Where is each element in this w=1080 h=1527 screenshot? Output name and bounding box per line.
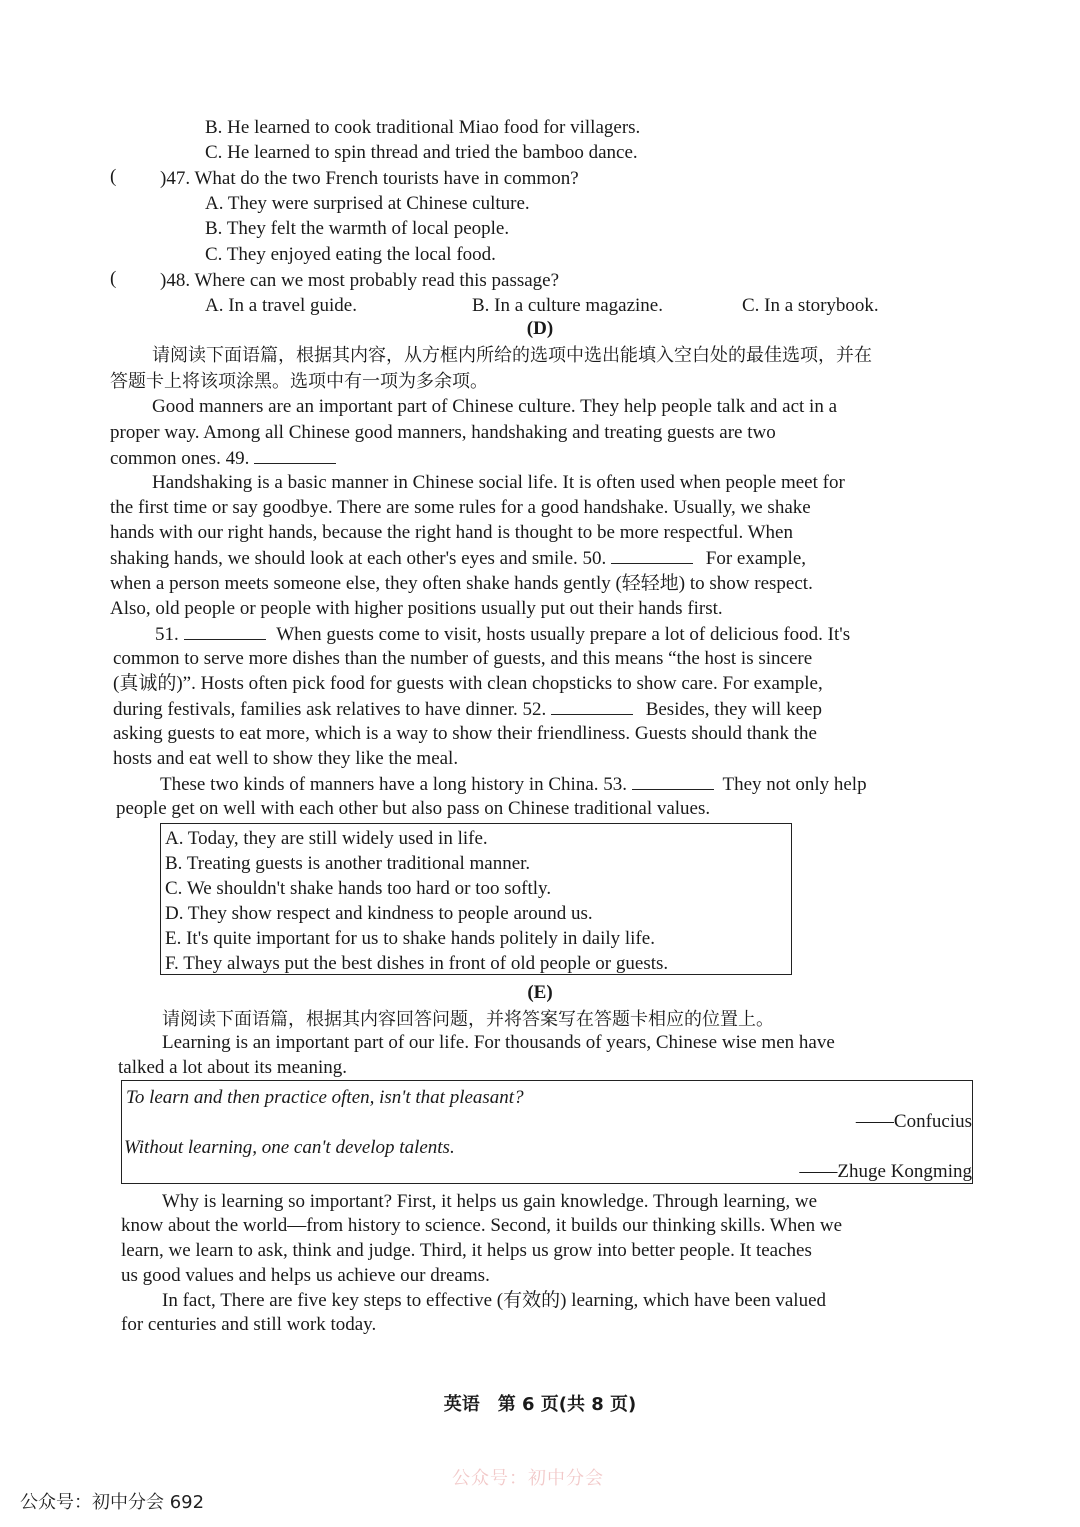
d-para3-line1-text: When guests come to visit, hosts usually prepare a lot of delicious food. It's — [276, 624, 851, 645]
d-para4-line2: people get on well with each other but also pass on Chinese traditional values. — [116, 798, 711, 819]
e-para2-line1: Why is learning so important? First, it helps us gain knowledge. Through learning, we — [162, 1191, 818, 1212]
d-para2-line4 — [110, 545, 977, 571]
blank-50[interactable] — [611, 545, 693, 564]
q47-answer-paren: ( — [110, 166, 117, 187]
section-d-instruction-1: 请阅读下面语篇，根据其内容，从方框内所给的选项中选出能填入空白处的最佳选项，并在 — [152, 345, 872, 366]
q47-option-b: B. They felt the warmth of local people. — [205, 218, 510, 239]
corner-label: 公众号：初中分会 692 — [20, 1492, 205, 1513]
e-para3-line1: In fact, There are five key steps to effective (有效的) learning, which have been valued — [162, 1290, 827, 1311]
section-d-heading: (D) — [526, 318, 554, 339]
e-para1-line1: Learning is an important part of our life. For thousands of years, Chinese wise men have — [162, 1032, 835, 1053]
d-para1-line3-text: common ones. 49. — [110, 448, 250, 469]
d-para2-line5: when a person meets someone else, they often shake hands gently (轻轻地) to show respect. — [110, 573, 813, 594]
section-e-heading: (E) — [527, 982, 553, 1003]
e-para2-line2: know about the world—from history to science. Second, it builds our thinking skills. When we — [121, 1215, 843, 1236]
section-e-instruction: 请阅读下面语篇，根据其内容回答问题，并将答案写在答题卡相应的位置上。 — [162, 1009, 774, 1030]
d-para3-line5: asking guests to eat more, which is a way to show their friendliness. Guests should thank the — [113, 723, 817, 744]
q47-option-c: C. They enjoyed eating the local food. — [205, 244, 496, 265]
e-para1-line2: talked a lot about its meaning. — [118, 1057, 348, 1078]
d-para3-line6: hosts and eat well to show they like the meal. — [113, 748, 459, 769]
d-para4-line1-text: These two kinds of manners have a long history in China. 53. — [160, 774, 628, 795]
q48-stem: )48. Where can we most probably read this passage? — [160, 270, 560, 291]
e-para2-line4: us good values and helps us achieve our dreams. — [121, 1265, 490, 1286]
q47-stem: )47. What do the two French tourists have in common? — [160, 168, 579, 189]
d-para4-line1 — [160, 771, 867, 797]
q48-option-c: C. In a storybook. — [742, 295, 879, 316]
d-para2-line4-text: shaking hands, we should look at each other's eyes and smile. 50. — [110, 548, 607, 569]
d-para3-line2: common to serve more dishes than the number of guests, and this means “the host is sincere — [113, 648, 813, 669]
page-footer: 英语 第 6 页(共 8 页) — [443, 1394, 637, 1415]
q48-option-a: A. In a travel guide. — [205, 295, 357, 316]
d-para3-line1-num: 51. — [155, 624, 179, 645]
blank-52[interactable] — [551, 696, 633, 715]
blank-49[interactable] — [254, 445, 336, 464]
d-para2-line6: Also, old people or people with higher positions usually put out their hands first. — [110, 598, 723, 619]
q48-option-b: B. In a culture magazine. — [472, 295, 663, 316]
e-para3-line2: for centuries and still work today. — [121, 1314, 377, 1335]
option-c: C. We shouldn't shake hands too hard or too softly. — [165, 878, 552, 899]
d-para2-line3: hands with our right hands, because the right hand is thought to be more respectful. When — [110, 522, 793, 543]
q46-option-b: B. He learned to cook traditional Miao food for villagers. — [205, 117, 641, 138]
d-para3-line4-text: during festivals, families ask relatives to have dinner. 52. — [113, 699, 547, 720]
d-para1-line2: proper way. Among all Chinese good manners, handshaking and treating guests are two — [110, 422, 776, 443]
q46-option-c: C. He learned to spin thread and tried the bamboo dance. — [205, 142, 638, 163]
option-f: F. They always put the best dishes in front of old people or guests. — [165, 953, 669, 974]
option-a: A. Today, they are still widely used in life. — [165, 828, 488, 849]
quote-confucius-author: ——Confucius — [855, 1111, 972, 1132]
d-para4-line1-tail: They not only help — [722, 774, 867, 795]
watermark: 公众号：初中分会 — [452, 1468, 604, 1489]
d-para3-line4 — [113, 696, 977, 722]
blank-53[interactable] — [632, 771, 714, 790]
e-para2-line3: learn, we learn to ask, think and judge. Third, it helps us grow into better people. It teaches — [121, 1240, 812, 1261]
quote-zhuge-author: ——Zhuge Kongming — [799, 1161, 972, 1182]
d-para2-line2: the first time or say goodbye. There are some rules for a good handshake. Usually, we shake — [110, 497, 811, 518]
blank-51[interactable] — [184, 621, 266, 640]
options-box — [160, 823, 792, 975]
q48-answer-paren: ( — [110, 268, 117, 289]
q47-option-a: A. They were surprised at Chinese culture. — [205, 193, 530, 214]
quote-confucius: To learn and then practice often, isn't that pleasant? — [126, 1087, 524, 1108]
option-e: E. It's quite important for us to shake hands politely in daily life. — [165, 928, 655, 949]
quote-zhuge: Without learning, one can't develop talents. — [124, 1137, 455, 1158]
d-para2-line1: Handshaking is a basic manner in Chinese social life. It is often used when people meet for — [152, 472, 845, 493]
d-para3-line3: (真诚的)”. Hosts often pick food for guests with clean chopsticks to show care. For example, — [113, 673, 823, 694]
quotes-box — [121, 1080, 973, 1184]
d-para1-line1: Good manners are an important part of Chinese culture. They help people talk and act in a — [152, 396, 838, 417]
d-para3-line1 — [155, 621, 850, 647]
section-d-instruction-2: 答题卡上将该项涂黑。选项中有一项为多余项。 — [110, 371, 488, 392]
option-b: B. Treating guests is another traditional manner. — [165, 853, 531, 874]
d-para3-line4-tail: Besides, they will keep — [645, 699, 822, 720]
d-para2-line4-tail: For example, — [705, 548, 807, 569]
option-d: D. They show respect and kindness to people around us. — [165, 903, 593, 924]
d-para1-line3 — [110, 445, 336, 471]
